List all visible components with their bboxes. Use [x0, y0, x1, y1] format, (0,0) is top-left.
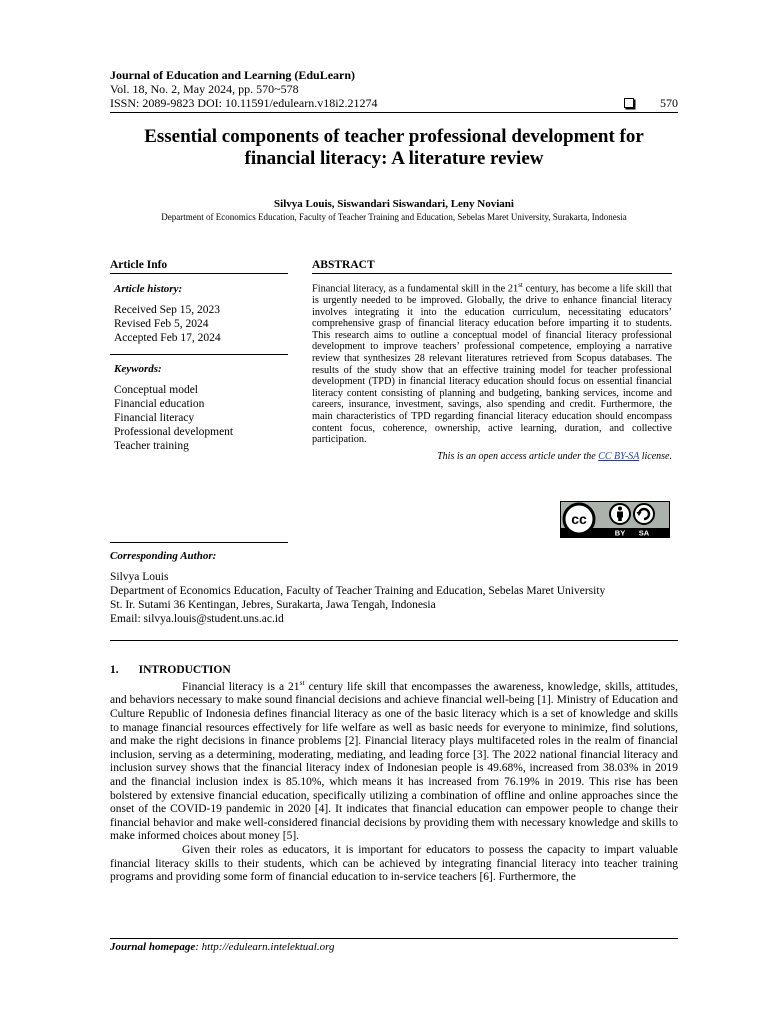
page-number: 570 — [660, 96, 678, 110]
article-affiliation: Department of Economics Education, Faculty of Teacher Training and Education, Sebelas Maret University, Surakarta, Indonesia — [161, 212, 627, 222]
svg-text:BY: BY — [614, 528, 626, 538]
corresponding-name: Silvya Louis — [110, 571, 169, 583]
corresponding-author-block — [110, 542, 678, 626]
journal-volume: Vol. 18, No. 2, May 2024, pp. 570~578 — [110, 82, 299, 96]
header-rule — [110, 112, 678, 113]
history-revised: Revised Feb 5, 2024 — [114, 318, 209, 330]
section-number: 1. — [110, 664, 119, 676]
corresponding-department: Department of Economics Education, Faculty of Teacher Training and Education, Sebelas Maret University — [110, 585, 606, 597]
keyword-item: Financial education — [114, 398, 205, 410]
svg-text:cc: cc — [571, 511, 587, 527]
journal-name: Journal of Education and Learning (EduLearn) — [110, 68, 356, 82]
article-info-panel — [110, 259, 288, 453]
keyword-item: Financial literacy — [114, 412, 195, 424]
journal-homepage-footer — [110, 941, 678, 953]
history-accepted: Accepted Feb 17, 2024 — [114, 332, 221, 344]
keyword-item: Professional development — [114, 426, 234, 438]
introduction-section — [110, 664, 678, 885]
intro-paragraph: Financial literacy is a 21st century life skill that encompasses the awareness, knowledge, skills, attitudes, and behaviors necessary to make sound financial decisions and achieve financial well-being [1]. Ministry of Education and Culture Republic of Indonesia defines financial literacy as one of the basic literacy which is a set of knowledge and skills to manage financial resources effectively for life welfare as well as basic needs for everyone to minimize, find solutions, and make the right decisions in finance problems [2]. Financial literacy plays multifaceted roles in the realm of financial inclusion, serving as a determining, moderating, mediating, and leading force [3]. The 2022 national financial literacy and inclusion survey shows that the financial literacy index of Indonesian people is 49.68%, increased from 38.03% in 2019 and the financial inclusion index is 85.10%, which means it has increased from 76.19% in 2019. This rise has been bolstered by extensive financial education, specifically utilizing a combination of offline and online approaches since the onset of the COVID-19 pandemic in 2020 [4]. It indicates that financial education can empower people to change their financial behavior and make well-considered financial decisions by providing them with necessary knowledge and skills to make informed choices about money [5]. — [110, 678, 678, 843]
cc-by-sa-icon — [560, 501, 670, 538]
history-received: Received Sep 15, 2023 — [114, 304, 221, 316]
article-history-label: Article history: — [114, 283, 183, 295]
journal-issn-doi: ISSN: 2089-9823 DOI: 10.11591/edulearn.v18i2.21274 — [110, 96, 378, 110]
article-authors: Silvya Louis, Siswandari Siswandari, Leny Noviani — [274, 198, 514, 210]
footer-label: Journal homepage — [110, 941, 196, 953]
abstract-heading: ABSTRACT — [312, 259, 672, 274]
footer-rule — [110, 938, 678, 939]
keywords-label: Keywords: — [114, 363, 162, 375]
corresponding-email[interactable]: Email: silvya.louis@student.uns.ac.id — [110, 613, 284, 625]
corresponding-bottom-rule — [110, 640, 678, 641]
article-title: Essential components of teacher professional development for financial literacy: A literature review — [144, 126, 644, 169]
svg-text:SA: SA — [638, 528, 650, 538]
abstract-panel — [312, 259, 672, 538]
corresponding-address: St. Ir. Sutami 36 Kentingan, Jebres, Surakarta, Jawa Tengah, Indonesia — [110, 599, 436, 611]
footer-url[interactable]: : http://edulearn.intelektual.org — [195, 941, 335, 953]
article-info-heading: Article Info — [110, 259, 288, 274]
corresponding-label: Corresponding Author: — [110, 550, 217, 562]
license-note: This is an open access article under the CC BY-SA license. — [437, 450, 672, 462]
intro-paragraph: Given their roles as educators, it is important for educators to possess the capacity to impart valuable financial literacy skills to their students, which can be achieved by integrating financial literacy into teacher training programs and providing some form of financial education to in-service teachers [6]. Furthermore, the — [110, 843, 678, 884]
keyword-item: Conceptual model — [114, 384, 198, 396]
section-title: INTRODUCTION — [138, 664, 231, 676]
journal-header — [110, 68, 678, 110]
cc-by-sa-link[interactable]: CC BY-SA — [598, 450, 640, 462]
section-heading — [110, 664, 678, 676]
keyword-item: Teacher training — [114, 440, 189, 452]
abstract-text: Financial literacy, as a fundamental skill in the 21st century, has become a life skill that is urgently needed to be improved. Globally, the drive to enhance financial literacy involves integrating it into the education curriculum, necessitating educators’ comprehensive grasp of financial literacy education before imparting it to students. This research aims to outline a conceptual model of financial literacy professional development to improve teachers’ professional competence, employing a narrative review that synthesizes 28 relevant literatures retrieved from Scopus databases. The results of the study show that an effective training model for teacher professional development (TPD) in financial literacy education should focus on essential financial literacy content consisting of planning and budgeting, banking services, income and careers, insurance, investment, savings, also spending and credit. Furthermore, the main characteristics of TPD regarding financial literacy education should encompass content focus, coherence, ownership, active learning, duration, and collective participation. — [312, 281, 672, 446]
square-bullet-icon — [624, 98, 634, 108]
